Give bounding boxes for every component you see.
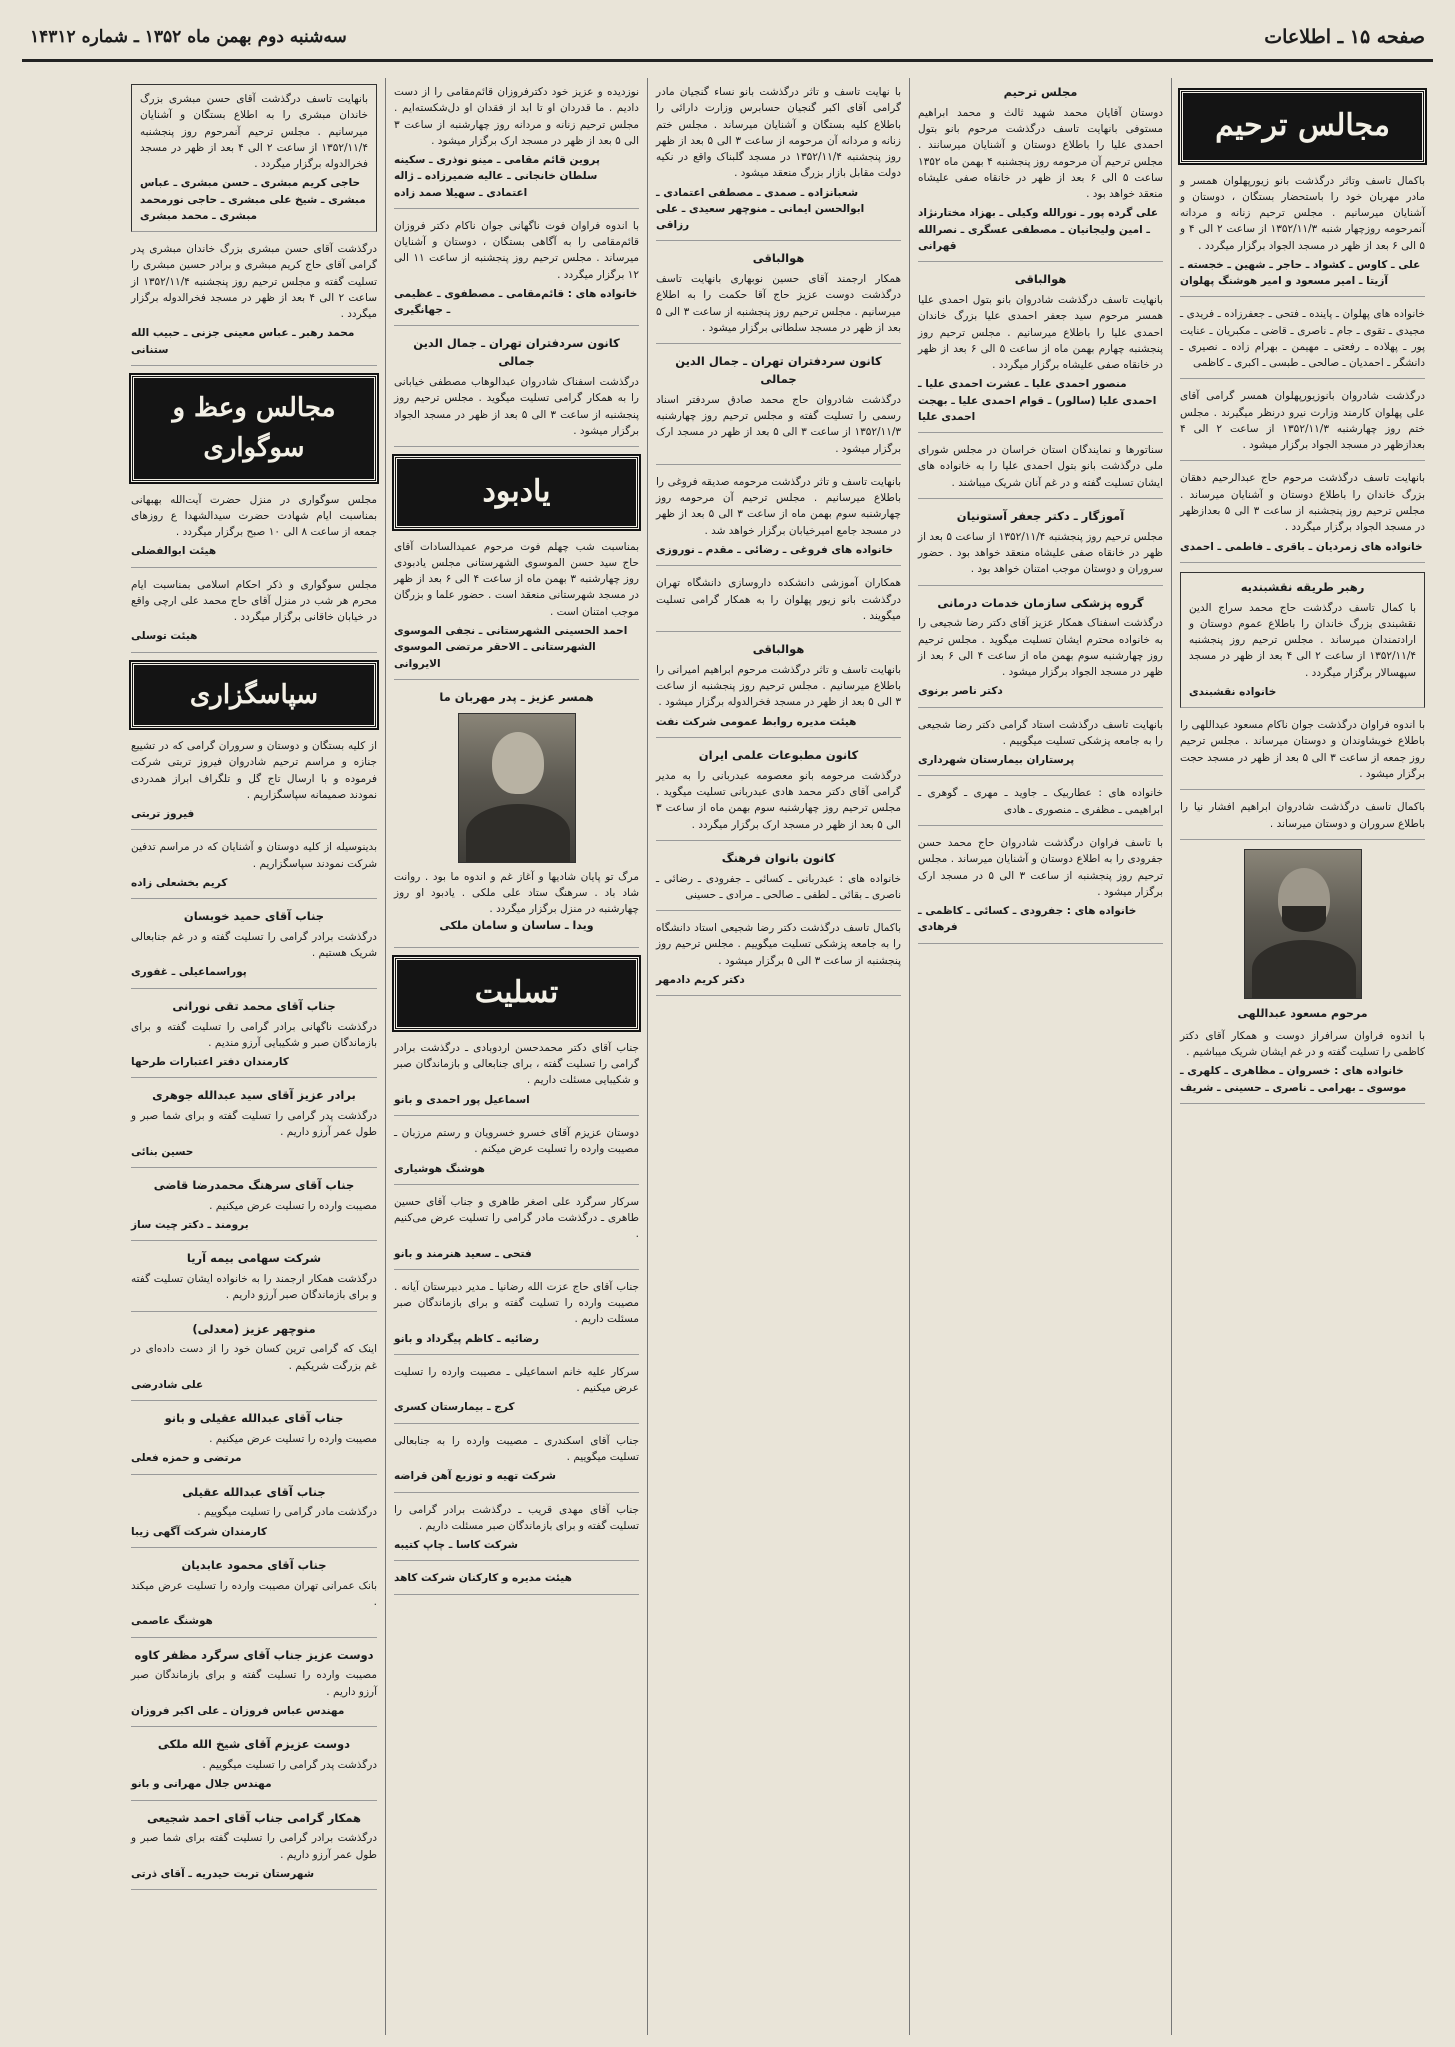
notice (394, 1502, 639, 1562)
notice (394, 218, 639, 327)
notice-title: جناب آقای عبدالله عقیلی و بانو (164, 1411, 344, 1426)
portrait-photo (1244, 849, 1362, 999)
notice-title: شرکت سهامی بیمه آریا (186, 1251, 322, 1266)
notice-title: برادر عزیز آقای سید عبدالله جوهری (152, 1088, 356, 1103)
section-banner-sepasgozari: سپاسگزاری (131, 662, 377, 728)
notice-body: درگذشت همکار ارجمند را به خانواده ایشان تسلیت گفته و برای بازماندگان صبر آرزو داریم . (131, 1273, 377, 1302)
notice-body: درگذشت برادر گرامی را تسلیت گفته برای شما صبر و طول عمر آرزو داریم . (131, 1832, 377, 1861)
notice (131, 998, 377, 1079)
section-banner-yadbood: یادبود (394, 456, 639, 529)
notice-body: با نهایت تاسف و تاثر درگذشت بانو نساء گنجیان مادر گرامی آقای اکبر گنجیان حسابرس وزارت دارائی را باطلاع کلیه بستگان و آشنایان میرساند . مجلس ختم زنانه و مردانه آن مرحومه از ساعت ۳ الی ۵ بعد از ظهر روز پنجشنبه ۱۳۵۲/۱۱/۴ در مسجد گلبناک واقع در نکیه دولت مقابل بازار بزرگ منعقد میشود . (656, 86, 902, 180)
column-1 (1171, 78, 1433, 2035)
notice-signature: خانواده های زمردیان ـ باقری ـ فاطمی ـ احمدی (1180, 540, 1423, 553)
notice-signature: خانواده های : جفرودی ـ کسائی ـ کاظمی ـ فرهادی (918, 905, 1137, 934)
notice-title: جناب آقای محمود عابدیان (181, 1557, 327, 1572)
portrait-head (492, 732, 544, 794)
portrait-photo (458, 713, 576, 863)
notice-title: هوالباقی (752, 251, 805, 266)
notice-signature: دکتر ناصر برنوی (918, 685, 1003, 698)
notice (918, 785, 1163, 826)
notice-body: بمناسبت شب چهلم فوت مرحوم عمیدالسادات آقای حاج سید حسن الموسوی الشهرستانی مجلس یادبودی روز چهارشنبه ۳ بهمن ماه از ساعت ۴ الی ۶ بعد از ظهر در مسجد شهرستانی منعقد است . حضور علما و بزرگان موجب امتنان است . (394, 540, 639, 618)
notice (131, 577, 377, 653)
notice-body: سرکار سرگرد علی اصغر طاهری و جناب آقای حسین طاهری ـ درگذشت مادر گرامی را تسلیت عرض می‌کنیم . (394, 1195, 639, 1241)
notice (1180, 717, 1425, 790)
notice-signature: کارمندان دفتر اعتبارات طرحها (131, 1056, 289, 1069)
notice (656, 850, 901, 911)
notice-body: بانهایت تاسف و تاثر درگذشت مرحوم ابراهیم امیرانی را باطلاع میرسانیم . مجلس ترحیم روز پنجشنبه از ساعت ۳ الی ۵ بعد از ظهر در مسجد فخرالدوله برگزار میشود . (656, 663, 901, 709)
notice-body: درگذشت شادروان بانوزیورپهلوان همسر گرامی آقای علی پهلوان کارمند وزارت نیرو درنظر میگیرند . مجلس ختم روز چهارشنبه ۱۳۵۲/۱۱/۳ از ساعت ۲ الی ۴ بعدازظهر در مسجد الجواد برگزار میشود . (1180, 390, 1425, 452)
notice-signature: مرتضی و حمزه فعلی (131, 1452, 242, 1465)
notice (131, 1177, 377, 1241)
notice-title: کانون سردفتران تهران ـ جمال الدین جمالی (675, 354, 882, 387)
portrait-shoulders (1252, 940, 1356, 998)
notice-body: جناب آقای مهدی قریب ـ درگذشت برادر گرامی را تسلیت گفته و برای بازماندگان صبر مسئلت داریم . (394, 1503, 639, 1532)
portrait-beard (1282, 906, 1326, 932)
notice-signature: پوراسماعیلی ـ غفوری (131, 966, 247, 979)
notice-title: کانون مطبوعات علمی ایران (698, 747, 859, 762)
notice (918, 271, 1163, 433)
notice (131, 241, 377, 366)
notice (131, 839, 377, 899)
notice (1180, 306, 1425, 379)
notice (131, 908, 377, 989)
notice-title: گروه پزشکی سازمان خدمات درمانی (937, 595, 1144, 610)
notice-body: درگذشت مادر گرامی را تسلیت میگوییم . (197, 1506, 377, 1519)
notice-body: درگذشت اسفناک شادروان عبدالوهاب مصطفی خیابانی را به همکار گرامی تسلیت میگوید . مجلس ترحیم روز پنجشنبه از ساعت ۳ الی ۵ بعد از ظهر در مسجد الجواد برگزار میشود . (394, 376, 640, 437)
notice (131, 1484, 377, 1548)
notice-body: جناب آقای دکتر محمدحسن اردوبادی ـ درگذشت برادر گرامی را تسلیت گفته ، برای جنابعالی و بازماندگان صبر و شکیبایی مسئلت داریم . (394, 1041, 639, 1087)
section-banner-tasliyat: تسلیت (394, 957, 639, 1030)
notice-body: درگذشت پدر گرامی را تسلیت میگوییم . (202, 1758, 377, 1771)
notice (131, 1647, 377, 1728)
notice (918, 84, 1163, 262)
notice-body: مصیبت وارده را تسلیت عرض میکنیم . (209, 1199, 377, 1212)
column-3 (647, 78, 909, 2035)
notice-signature: علی گرده پور ـ نورالله وکیلی ـ بهزاد مختارنژاد ـ امین ولیجانیان ـ مصطفی عسگری ـ نصرالله قهرانی (918, 207, 1159, 252)
notice-body: بانهایت تاسف و تاثر درگذشت مرحومه صدیقه فروغی را باطلاع میرسانیم . مجلس ترحیم آن مرحومه روز چهارشنبه سوم بهمن ماه از ساعت ۳ الی ۵ بعد از ظهر در مسجد جامع امیرخیابان برگزار خواهد شد . (656, 475, 902, 537)
notice (394, 1194, 639, 1270)
notice-signature: برومند ـ دکتر چیت ساز (131, 1219, 249, 1232)
notice-body: درگذشت اسفناک همکار عزیز آقای دکتر رضا شجیعی را به خانواده محترم ایشان تسلیت میگوید . مجلس ترحیم روز چهارشنبه سوم بهمن ماه از ساعت ۴ الی ۶ بعد از ظهر در مسجد الجواد برگزار میشود . (918, 617, 1164, 679)
notice (656, 920, 901, 996)
notice-signature: مهندس عباس فروزان ـ علی اکبر فروزان (131, 1704, 345, 1717)
notice-signature: خانواده های : قائم‌مقامی ـ مصطفوی ـ عظیمی ـ جهانگیری (394, 287, 638, 317)
notice-signature: رضائیه ـ کاظم پیگرداد و بانو (394, 1332, 539, 1345)
notice-signature: محمد رهبر ـ عباس معینی جزنی ـ حبیب الله ستنانی (131, 327, 355, 356)
notice-signature: مهندس جلال مهرانی و بانو (131, 1778, 272, 1791)
notice (394, 1125, 639, 1185)
notice-signature: شهرستان تربت حیدریه ـ آقای ذرتی (131, 1867, 315, 1880)
notice-body: خانواده های : عبدربانی ـ کسائی ـ جفرودی ـ رضائی ـ ناصری ـ بقائی ـ لطفی ـ صالحی ـ مرادی ـ حسینی (656, 872, 901, 901)
notice-signature: فتحی ـ سعید هنرمند و بانو (394, 1247, 532, 1260)
notice (131, 738, 377, 830)
notice-body: با اندوه فراوان فوت ناگهانی جوان ناکام دکتر فروزان قائم‌مقامی را به آگاهی بستگان ، دوستان و آشنایان میرساند . مجلس ترحیم روز پنجشنبه از ساعت ۱۱ الی ۱۲ برگزار میگردد . (394, 219, 639, 281)
notice (656, 575, 901, 632)
notice-signature: هوشنگ هوشیاری (394, 1162, 485, 1175)
notice (918, 508, 1163, 586)
notice-body: جناب آقای اسکندری ـ مصیبت وارده را به جنابعالی تسلیت میگوییم . (394, 1434, 639, 1463)
notice-body: درگذشت برادر گرامی را تسلیت گفته و در غم جنابعالی شریک هستیم . (131, 930, 377, 960)
notice (918, 595, 1163, 708)
notice-signature: علی ـ کاوس ـ کشواد ـ حاجر ـ شهین ـ خجسته ـ آزیتا ـ امیر مسعود و امیر هوشنگ پهلوان (1180, 258, 1421, 288)
notice (656, 641, 901, 738)
notice-body: درگذشت مرحومه بانو معصومه عبدربانی را به مدیر گرامی آقای دکتر محمد هادی عبدربانی تسلیت میگوید . مجلس ترحیم روز چهارشنبه سوم بهمن ماه از ساعت ۳ الی ۵ بعد از ظهر در مسجد ارک برگزار میگردد . (656, 769, 901, 831)
notice-body: بانک عمرانی تهران مصیبت وارده را تسلیت عرض میکند . (131, 1579, 377, 1609)
notice-body: مجلس سوگواری در منزل حضرت آیت‌الله بهبهانی بمناسبت ایام شهادت حضرت سیدالشهدا ع روزهای جمعه از ساعت ۸ الی ۱۰ صبح برگزار میگردد . (131, 493, 377, 539)
notice-body: با اندوه فراوان سرافراز دوست و همکار آقای دکتر کاظمی را تسلیت گفته و در غم ایشان شریک میباشیم . (1180, 1029, 1425, 1059)
portrait-shoulders (466, 804, 570, 862)
notice (1180, 799, 1425, 840)
notice (1180, 572, 1425, 708)
notice-body: با اندوه فراوان درگذشت جوان ناکام مسعود عبداللهی را باطلاع خویشاوندان و دوستان میرساند . مجلس ترحیم روز جمعه از ساعت ۳ الی ۵ بعد از ظهر در مسجد حجت برگزار میشود . (1180, 719, 1426, 781)
notice-body: خانواده های پهلوان ـ پاینده ـ فتحی ـ جعفرزاده ـ فریدی ـ مجیدی ـ تقوی ـ جام ـ ناصری ـ قاضی ـ مکبریان ـ عنایت پور ـ پهلاده ـ رفعتی ـ مهیمن ـ بهرام زاده ـ نصیری ـ دانشگر ـ احمدیان ـ صالحی ـ طبسی ـ اکبری ـ کاظمی (1180, 308, 1425, 370)
notice (131, 1087, 377, 1168)
notice-signature: شرکت کاسا ـ چاپ کتیبه (394, 1539, 519, 1552)
notice-title: جناب آقای سرهنگ محمدرضا قاضی (153, 1177, 355, 1192)
notice-signature: کریم بخشعلی زاده (131, 876, 228, 889)
notice-body: باکمال تاسف درگذشت شادروان ابراهیم افشار نیا را باطلاع سروران و دوستان میرساند . (1180, 801, 1425, 830)
notice (1180, 1028, 1425, 1104)
column-4 (385, 78, 647, 2035)
notice-signature: علی شادرضی (131, 1378, 204, 1391)
notice-body: از کلیه بستگان و دوستان و سروران گرامی که در تشییع جنازه و مراسم ترحیم شادروان فیروز تربتی شرکت فرموده و با ارسال تاج گل و تلگراف ابراز همدردی نمودند صمیمانه سپاسگزاریم . (131, 740, 377, 801)
notice (394, 1279, 639, 1355)
notice-signature: منصور احمدی علیا ـ عشرت احمدی علیا ـ احمدی علیا (سالور) ـ قوام احمدی علیا ـ بهجت احمدی علیا (918, 378, 1157, 423)
notice-signature: هیئت ابوالفضلی (131, 545, 217, 558)
notice (131, 1250, 377, 1311)
notice-body: درگذشت پدر گرامی را تسلیت گفته و برای شما صبر و طول عمر آرزو داریم . (131, 1110, 377, 1139)
notice (131, 492, 377, 568)
date-issue: سه‌شنبه دوم بهمن ماه ۱۳۵۲ ـ شماره ۱۴۳۱۲ (30, 26, 347, 47)
notice-body: درگذشت آقای حسن مبشری بزرگ خاندان مبشری پدر گرامی آقای حاج کریم مبشری و برادر حسین مبشری را تسلیت گفته و مجلس ترحیم روز پنجشنبه ۱۳۵۲/۱۱/۴ از ساعت ۲ الی ۴ بعد از ظهر در مسجد فخرالدوله برگزار میگردد . (131, 243, 378, 321)
photo-caption: ویدا ـ ساسان و سامان ملکی (439, 919, 594, 933)
column-5 (123, 78, 385, 2035)
notice-body: بانهایت تاسف درگذشت استاد گرامی دکتر رضا شجیعی را به جامعه پزشکی تسلیت میگوییم . (918, 718, 1163, 747)
notice (394, 1364, 639, 1424)
notice (131, 1321, 377, 1402)
notice-title: دوست عزیز جناب آقای سرگرد مظفر کاوه (134, 1647, 374, 1662)
notice-signature: پروین قائم مقامی ـ مینو نوذری ـ سکینه سلطان خانجانی ـ عالیه ضمیرزاده ـ ژاله اعتمادی ـ سهیلا صمد زاده (394, 154, 600, 199)
notice-body: مجلس سوگواری و ذکر احکام اسلامی بمناسبت ایام محرم هر شب در منزل آقای حاج محمد علی ارچی واقع در خیابان خاقانی برگزار میگردد . (131, 578, 377, 624)
notice-title: هوالباقی (752, 642, 805, 657)
notice-body: جناب آقای حاج عزت الله رضانیا ـ مدیر دبیرستان آیانه . مصیبت وارده را تسلیت گفته و برای بازماندگان صبر مسئلت داریم . (394, 1280, 639, 1326)
notice-body: درگذشت شادروان حاج محمد صادق سردفتر اسناد رسمی را تسلیت گفته و مجلس ترحیم روز چهارشنبه ۱۳۵۲/۱۱/۳ از ساعت ۳ الی ۵ بعد از ظهر در مسجد ارک برگزار میشود . (656, 393, 902, 455)
notice-body: با کمال تاسف درگذشت حاج محمد سراج الدین نقشبندی بزرگ خاندان را باطلاع عموم دوستان و ارادتمندان میرساند . مجلس ترحیم روز پنجشنبه ۱۳۵۲/۱۱/۴ از ساعت ۲ الی ۴ بعد از ظهر در مسجد سپهسالار برگزار میگردد . (1189, 601, 1416, 679)
notice-title: جناب آقای محمد تقی نورانی (172, 998, 336, 1013)
notice-body: همکاران آموزشی دانشکده داروسازی دانشگاه تهران درگذشت بانو زیور پهلوان را به همکار گرامی تسلیت میگویند . (656, 577, 901, 622)
notice-body: همکار ارجمند آقای حسین نوبهاری بانهایت تاسف درگذشت دوست عزیز حاج آقا حکمت را به اطلاع میرسانیم . مجلس ترحیم روز پنجشنبه از ساعت ۳ الی ۵ بعد از ظهر در مسجد سلطانی برگزار میشود . (656, 273, 901, 334)
notice-body: نوزدیده و عزیز خود دکترفروزان قائم‌مقامی را از دست دادیم . ما قدردان او تا ابد از فقدان او دل‌شکسته‌ایم . مجلس ترحیم زنانه و مردانه روز چهارشنبه از ساعت ۳ الی ۵ بعد از ظهر در مسجد ارک برگزار میشود . (394, 86, 639, 147)
section-banner-vaz: مجالس وعظ و سوگواری (131, 375, 377, 482)
notice-title: دوست عزیزم آقای شیخ الله ملکی (157, 1737, 351, 1752)
notice-signature: دکتر کریم دادمهر (656, 973, 745, 986)
notice-body: مجلس ترحیم روز پنجشنبه ۱۳۵۲/۱۱/۴ از ساعت ۵ بعد از ظهر در خانقاه صفی علیشاه منعقد خواهد بود . حضور سروران و دوستان موجب امتنان خواهد بود . (918, 530, 1163, 576)
notice (656, 250, 901, 344)
notice-signature: شعبانزاده ـ صمدی ـ مصطفی اعتمادی ـ ابوالحسن ایمانی ـ منوچهر سعیدی ـ علی رزاقی (656, 186, 865, 232)
notice-signature: کارمندان شرکت آگهی زیبا (131, 1525, 268, 1538)
notice (394, 84, 639, 209)
notice-body: مصیبت وارده را تسلیت عرض میکنیم . (209, 1433, 377, 1446)
notice-signature: اسماعیل پور احمدی و بانو (394, 1093, 530, 1106)
notice-body: خانواده های : عطاربیک ـ جاوید ـ مهری ـ گوهری ـ ابراهیمی ـ مظفری ـ منصوری ـ هادی (918, 787, 1163, 816)
notice-title: کانون سردفتران تهران ـ جمال الدین جمالی (413, 336, 620, 369)
notice (394, 539, 639, 680)
notice-body: مرگ تو پایان شادیها و آغاز غم و اندوه ما بود . روانت شاد باد . سرهنگ ستاد علی ملکی . یادبود او روز چهارشنبه در منزل برگزار میگردد . (394, 870, 639, 916)
notice-body: بانهایت تاسف درگذشت آقای حسن مبشری بزرگ خاندان مبشری را به اطلاع بستگان و آشنایان میرسانیم . مجلس ترحیم آنمرحوم روز پنجشنبه ۱۳۵۲/۱۱/۴ از ساعت ۲ الی ۴ بعد از ظهر در مسجد فخرالدوله برگزار میگردد . (140, 93, 368, 171)
notice-signature: احمد الحسینی الشهرستانی ـ نجفی الموسوی الشهرستانی ـ الاحقر مرتضی الموسوی الایروانی (394, 624, 628, 670)
notice-signature: فیروز تربتی (131, 808, 195, 821)
columns (22, 78, 1433, 2035)
notice-body: سرکار علیه خانم اسماعیلی ـ مصیبت وارده را تسلیت عرض میکنیم . (394, 1365, 639, 1395)
notice (656, 353, 901, 465)
notice (131, 1736, 377, 1800)
notice (131, 84, 377, 232)
notice (1180, 388, 1425, 461)
notice-title: هوالباقی (1014, 272, 1067, 287)
notice-signature: هوشنگ عاصمی (131, 1615, 213, 1628)
notice (394, 335, 639, 447)
notice-signature: کرج ـ بیمارستان کسری (394, 1401, 515, 1414)
notice-title: منوچهر عزیز (معدلی) (192, 1321, 316, 1336)
notice (1180, 470, 1425, 562)
notice-body: بانهایت تاسف درگذشت شادروان بانو بتول احمدی علیا همسر مرحوم سید جعفر احمدی علیا بزرگ خاندان احمدی علیا را باطلاع میرسانیم . مجلس ترحیم روز پنجشنبه چهارم بهمن ماه از ساعت ۵ الی ۶ بعد از ظهر در خانقاه صفی علیشاه برگزار میگردد . (918, 294, 1163, 372)
notice (656, 474, 901, 566)
notice-body: دوستان آقایان محمد شهید ثالث و محمد ابراهیم مستوفی بانهایت تاسف درگذشت مرحوم بانو بتول احمدی علیا را باطلاع دوستان و آشنایان میرسانند . مجلس ترحیم آن مرحومه روز پنجشنبه ۴ بهمن ماه ۱۳۵۲ ساعت ۵ الی ۶ بعد از ظهر در خانقاه صفی علیشاه منعقد خواهد بود . (918, 106, 1164, 201)
masthead (22, 18, 1433, 62)
notice (918, 717, 1163, 777)
notice-title: رهبر طریقه نقشبندیه (1240, 579, 1365, 594)
notice (1180, 173, 1425, 298)
notice-title: جناب آقای حمید خوبسان (183, 909, 325, 924)
notice-signature: هیئت مدیره و کارکنان شرکت کاهد (394, 1572, 572, 1585)
notice-signature: خانواده های فروغی ـ رضائی ـ مقدم ـ نوروزی (656, 544, 894, 557)
notice (131, 1410, 377, 1474)
notice-body: دوستان عزیزم آقای خسرو خسرویان و رستم مرزبان ـ مصیبت وارده را تسلیت عرض میکنم . (394, 1126, 639, 1156)
notice (131, 1810, 377, 1891)
notice-body: بدینوسیله از کلیه دوستان و آشنایان که در مراسم تدفین شرکت نمودند سپاسگزاریم . (131, 841, 377, 870)
notice (656, 84, 901, 241)
notice-signature: هیئت مدیره روابط عمومی شرکت نفت (656, 715, 857, 728)
notice-title: آموزگار ـ دکتر جعفر آستونیان (956, 508, 1125, 523)
notice-title: جناب آقای عبدالله عقیلی (182, 1484, 326, 1499)
notice-body: سناتورها و نمایندگان استان خراسان در مجلس شورای ملی درگذشت بانو بتول احمدی علیا را به خانواده های ایشان تسلیت گفته و در غم آنان شریک میباشند . (918, 444, 1163, 489)
notice-body: مصیبت وارده را تسلیت گفته و برای بازماندگان صبر آرزو داریم . (131, 1669, 377, 1698)
notice-body: با تاسف فراوان درگذشت شادروان حاج محمد حسن جفرودی را به اطلاع دوستان و آشنایان میرساند . مجلس ترحیم روز پنجشنبه از ساعت ۳ الی ۵ در مسجد ارک برگزار میشود . (918, 837, 1163, 898)
notice-body: درگذشت ناگهانی برادر گرامی را تسلیت گفته و برای بازماندگان صبر و شکیبایی آرزو مندیم . (131, 1020, 377, 1049)
notice (394, 1433, 639, 1493)
photo-caption: مرحوم مسعود عبداللهی (1237, 1006, 1368, 1020)
notice (918, 442, 1163, 499)
notice (656, 747, 901, 841)
notice-title: همکار گرامی جناب آقای احمد شجیعی (146, 1810, 362, 1825)
notice-body: اینک که گرامی ترین کسان خود را از دست داده‌ای در غم بزرگت شریکیم . (131, 1343, 377, 1372)
notice (131, 1557, 377, 1638)
notice (394, 689, 639, 949)
notice (394, 1570, 639, 1594)
notice-title: همسر عزیز ـ پدر مهربان ما (439, 689, 594, 704)
notice-signature: هیئت توسلی (131, 630, 198, 643)
section-banner-majales-tarhim: مجالس ترحیم (1180, 90, 1425, 163)
notice-title: کانون بانوان فرهنگ (721, 850, 836, 865)
notice-title: مجلس ترحیم (1003, 85, 1078, 99)
notice-body: بانهایت تاسف درگذشت مرحوم حاج عبدالرحیم دهقان بزرگ خاندان را باطلاع دوستان و آشنایان میرساند . مجلس ترحیم روز پنجشنبه از ساعت ۳ الی ۵ بعدازظهر در مسجد الجواد برگزار میگردد . (1180, 472, 1425, 534)
notice-body: باکمال تاسف درگذشت دکتر رضا شجیعی استاد دانشگاه را به جامعه پزشکی تسلیت میگوییم . مجلس ترحیم روز پنجشنبه از ساعت ۳ الی ۵ برگزار میشود . (656, 922, 901, 967)
page-label: صفحه ۱۵ ـ اطلاعات (1264, 25, 1425, 48)
notice-signature: حسین بنائی (131, 1145, 194, 1158)
notice (394, 1040, 639, 1116)
notice-signature: خانواده های : خسروان ـ مظاهری ـ کلهری ـ موسوی ـ بهرامی ـ ناصری ـ حسینی ـ شریف (1180, 1065, 1407, 1094)
notice-signature: خانواده نقشبندی (1189, 685, 1277, 698)
notice-signature: حاجی کریم مبشری ـ حسن مبشری ـ عباس مبشری ـ شیخ علی مبشری ـ حاجی نورمحمد مبشری ـ محمد مبشری (140, 177, 366, 222)
column-2 (909, 78, 1171, 2035)
notice (918, 835, 1163, 944)
notice-signature: پرستاران بیمارستان شهرداری (918, 754, 1075, 767)
notice-signature: شرکت تهیه و توزیع آهن قراضه (394, 1470, 556, 1483)
notice-body: باکمال تاسف وتاثر درگذشت بانو زیورپهلوان همسر و مادر مهربان خود را باستحضار بستگان ، دوستان و آشنایان میرسانیم . مجلس ترحیم زنانه و مردانه آنمرحومه روزچهار شنبه ۱۳۵۲/۱۱/۳ از ساعت ۲ الی ۴ و ۵ الی ۶ بعد از ظهر در مسجد الجواد برگزار میگردد . (1180, 174, 1425, 252)
